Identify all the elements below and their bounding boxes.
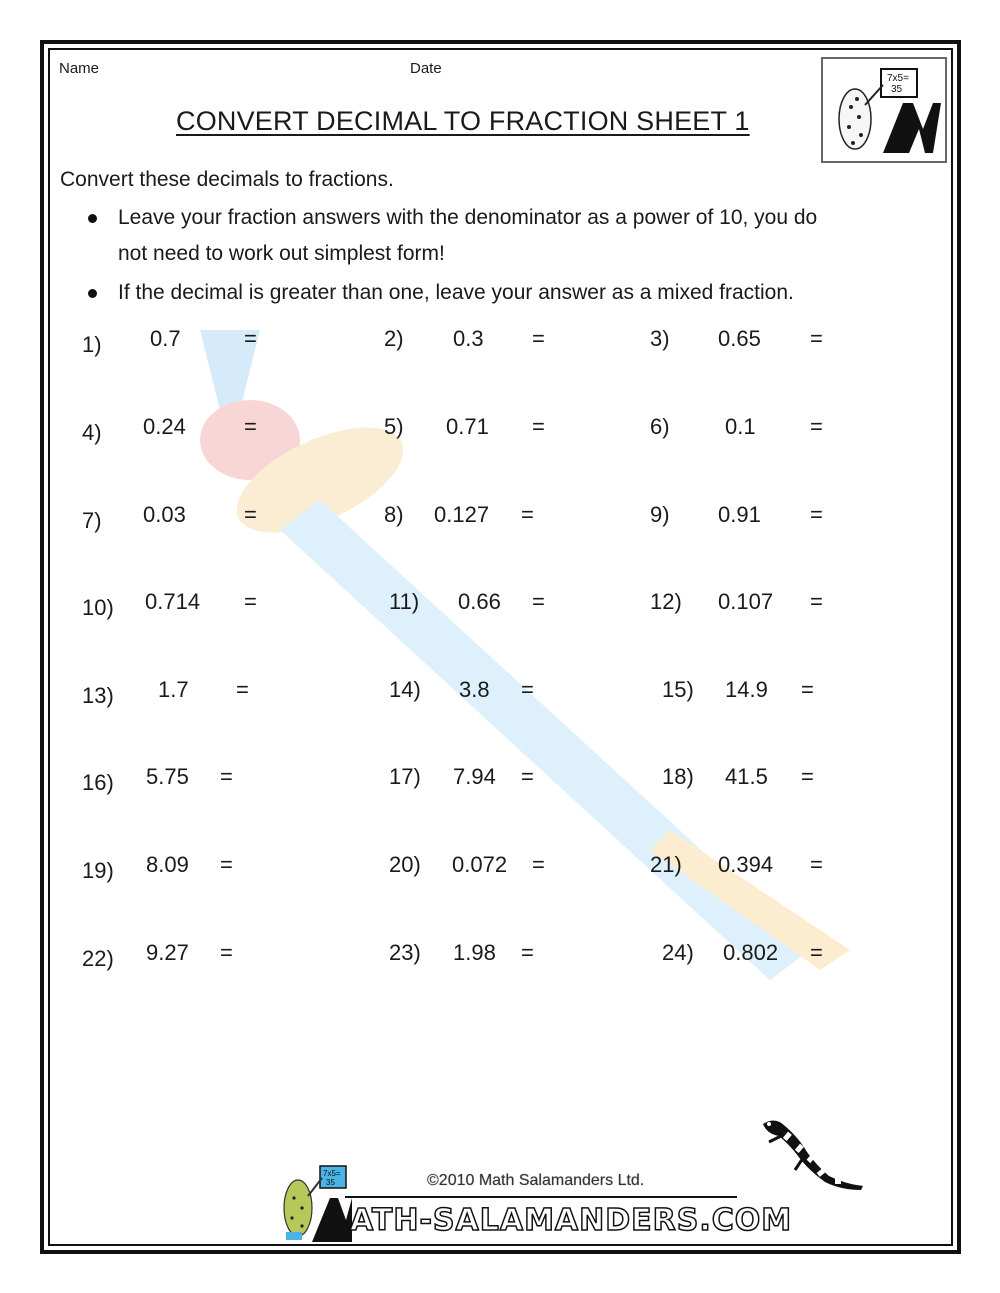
- instruction-bullet-1: Leave your fraction answers with the denominator as a power of 10, you do: [118, 206, 818, 229]
- question-decimal: 8.09: [146, 852, 189, 877]
- equals-sign: =: [244, 589, 257, 614]
- question-number: 11): [389, 589, 420, 614]
- equals-sign: =: [801, 677, 814, 702]
- instruction-bullet-1-cont: not need to work out simplest form!: [118, 242, 445, 265]
- equals-sign: =: [244, 414, 257, 439]
- equals-sign: =: [521, 677, 534, 702]
- equals-sign: =: [532, 326, 545, 351]
- equals-sign: =: [521, 940, 534, 965]
- bullet-icon: [88, 214, 97, 223]
- question-number: 2): [384, 326, 404, 351]
- svg-text:7x5=: 7x5=: [887, 73, 909, 84]
- equals-sign: =: [810, 502, 823, 527]
- question-decimal: 0.072: [452, 852, 508, 877]
- bullet-icon: [88, 289, 97, 298]
- question-number: 20): [389, 852, 421, 877]
- question-decimal: 14.9: [725, 677, 768, 702]
- question-number: 13): [82, 683, 114, 708]
- salamander-icon: [755, 1112, 865, 1202]
- salamander-teacher-icon: [823, 59, 945, 161]
- svg-text:35: 35: [326, 1178, 335, 1187]
- question-number: 21): [650, 852, 682, 877]
- question-decimal: 0.802: [723, 940, 779, 965]
- equals-sign: =: [244, 326, 257, 351]
- date-label: Date: [410, 60, 442, 77]
- question-number: 5): [384, 414, 404, 439]
- equals-sign: =: [220, 852, 233, 877]
- equals-sign: =: [532, 414, 545, 439]
- question-number: 3): [650, 326, 670, 351]
- equals-sign: =: [236, 677, 249, 702]
- instructions-intro: Convert these decimals to fractions.: [60, 168, 394, 191]
- question-decimal: 0.7: [150, 326, 181, 351]
- question-number: 12): [650, 589, 682, 614]
- question-number: 23): [389, 940, 421, 965]
- question-number: 16): [82, 770, 114, 795]
- question-number: 24): [662, 940, 694, 965]
- question-decimal: 0.91: [718, 502, 761, 527]
- question-number: 10): [82, 595, 114, 620]
- equals-sign: =: [532, 852, 545, 877]
- equals-sign: =: [810, 326, 823, 351]
- question-number: 15): [662, 677, 694, 702]
- question-number: 7): [82, 508, 102, 533]
- equals-sign: =: [532, 589, 545, 614]
- question-number: 19): [82, 858, 114, 883]
- equals-sign: =: [810, 414, 823, 439]
- question-decimal: 0.24: [143, 414, 186, 439]
- equals-sign: =: [521, 764, 534, 789]
- question-decimal: 0.3: [453, 326, 484, 351]
- svg-text:35: 35: [891, 84, 903, 95]
- math-salamanders-logo-top: [821, 57, 947, 163]
- name-label: Name: [59, 60, 100, 77]
- footer-divider: [345, 1196, 737, 1198]
- question-decimal: 0.714: [145, 589, 201, 614]
- question-decimal: 5.75: [146, 764, 189, 789]
- question-decimal: 0.107: [718, 589, 774, 614]
- brand-wordmark: ATH-SALAMANDERS.COM: [350, 1203, 793, 1238]
- question-decimal: 0.66: [458, 589, 501, 614]
- question-number: 22): [82, 946, 114, 971]
- equals-sign: =: [244, 502, 257, 527]
- question-number: 6): [650, 414, 670, 439]
- equals-sign: =: [220, 940, 233, 965]
- worksheet-title: CONVERT DECIMAL TO FRACTION SHEET 1: [176, 106, 750, 136]
- question-decimal: 7.94: [453, 764, 496, 789]
- question-decimal: 1.7: [158, 677, 189, 702]
- question-decimal: 41.5: [725, 764, 768, 789]
- question-decimal: 9.27: [146, 940, 189, 965]
- question-decimal: 0.127: [434, 502, 490, 527]
- question-decimal: 0.65: [718, 326, 761, 351]
- instruction-bullet-2: If the decimal is greater than one, leave your answer as a mixed fraction.: [118, 281, 794, 304]
- question-number: 18): [662, 764, 694, 789]
- copyright-text: ©2010 Math Salamanders Ltd.: [427, 1172, 645, 1189]
- equals-sign: =: [810, 852, 823, 877]
- question-number: 8): [384, 502, 404, 527]
- equals-sign: =: [220, 764, 233, 789]
- salamander-teacher-footer-icon: [272, 1162, 352, 1244]
- question-decimal: 0.71: [446, 414, 489, 439]
- question-number: 9): [650, 502, 670, 527]
- question-number: 4): [82, 420, 102, 445]
- question-number: 17): [389, 764, 421, 789]
- question-decimal: 3.8: [459, 677, 490, 702]
- equals-sign: =: [810, 940, 823, 965]
- question-decimal: 1.98: [453, 940, 496, 965]
- svg-text:7x5=: 7x5=: [323, 1169, 341, 1178]
- equals-sign: =: [521, 502, 534, 527]
- equals-sign: =: [801, 764, 814, 789]
- question-decimal: 0.03: [143, 502, 186, 527]
- question-decimal: 0.394: [718, 852, 774, 877]
- equals-sign: =: [810, 589, 823, 614]
- question-decimal: 0.1: [725, 414, 756, 439]
- question-number: 1): [82, 332, 102, 357]
- question-number: 14): [389, 677, 421, 702]
